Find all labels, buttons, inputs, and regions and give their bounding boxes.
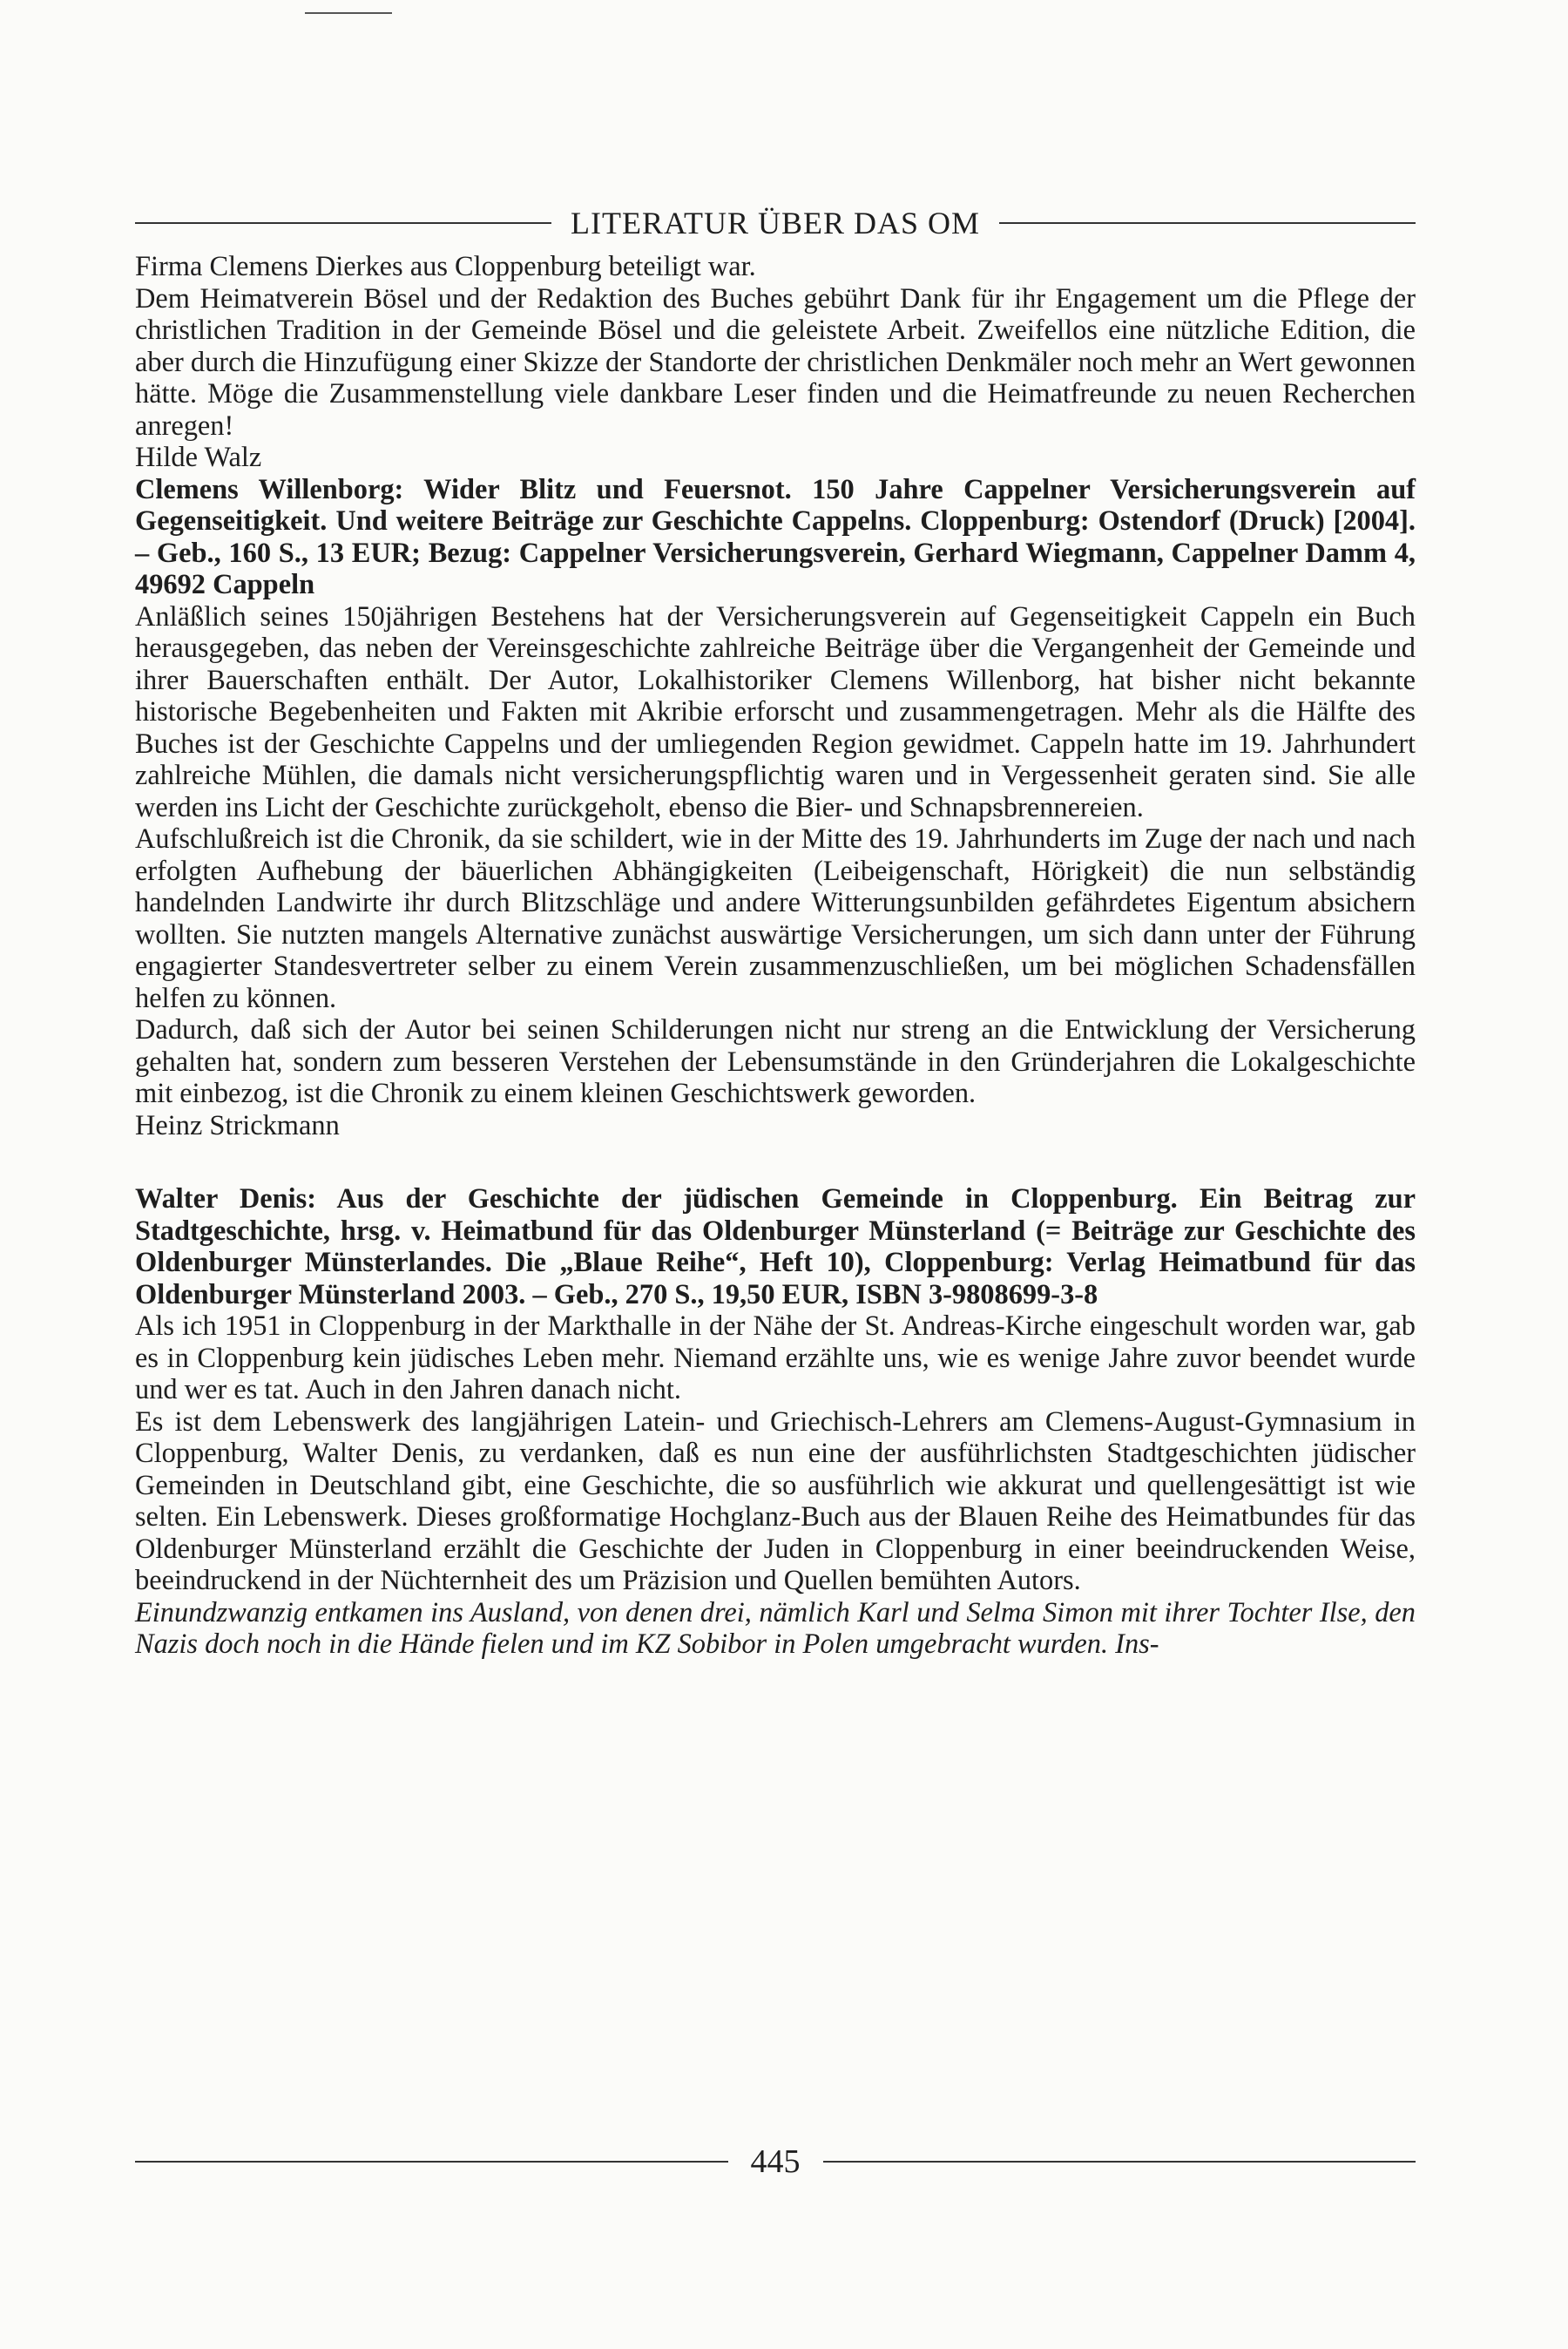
- running-header-title: LITERATUR ÜBER DAS OM: [571, 206, 981, 240]
- review-denis: [135, 1183, 1416, 1661]
- paragraph: Dadurch, daß sich der Autor bei seinen Schilderungen nicht nur streng an die Entwicklung der Versicherung gehalten hat, sondern zum besseren Verstehen der Lebensumstände in den Gründerjahren die Lokalgeschichte mit einbezog, ist die Chronik zu einem kleinen Geschichtswerk geworden.: [135, 1014, 1416, 1109]
- italic-quote: Einundzwanzig entkamen ins Ausland, von denen drei, nämlich Karl und Selma Simon mit ihrer Tochter Ilse, den Nazis doch noch in die Hände fielen und im KZ Sobibor in Polen umgebracht wurden. Ins-: [135, 1596, 1416, 1660]
- section-gap: [135, 1141, 1416, 1183]
- page-body: [135, 251, 1416, 1661]
- reviewer-signature: Heinz Strickmann: [135, 1109, 340, 1141]
- review-willenborg: [135, 474, 1416, 1142]
- paragraph: Dem Heimatverein Bösel und der Redaktion des Buches gebührt Dank für ihr Engagement um die Pflege der christlichen Tradition in der Gemeinde Bösel und die geleistete Arbeit. Zweifellos eine nützliche Edition, die aber durch die Hinzufügung einer Skizze der Standorte der christlichen Denkmäler noch mehr an Wert gewonnen hätte. Möge die Zusammenstellung viele dankbare Leser finden und die Heimatfreunde zu neuen Recherchen anregen!: [135, 282, 1416, 442]
- page-footer: [135, 2140, 1416, 2183]
- running-header: [135, 202, 1416, 244]
- page-number: 445: [750, 2143, 801, 2180]
- paragraph: Als ich 1951 in Cloppenburg in der Markthalle in der Nähe der St. Andreas-Kirche eingeschult worden war, gab es in Cloppenburg kein jüdisches Leben mehr. Niemand erzählte uns, wie es wenige Jahre zuvor beendet wurde und wer es tat. Auch in den Jahren danach nicht.: [135, 1310, 1416, 1405]
- paragraph: Firma Clemens Dierkes aus Cloppenburg beteiligt war.: [135, 251, 756, 282]
- header-rule-right: [999, 222, 1416, 224]
- header-rule-left: [135, 222, 551, 224]
- intro-review-ending: [135, 251, 1416, 474]
- top-edge-mark: [305, 12, 392, 14]
- footer-rule-left: [135, 2161, 728, 2163]
- paragraph: Anläßlich seines 150jährigen Bestehens hat der Versicherungsverein auf Gegenseitigkeit Cappeln ein Buch herausgegeben, das neben der Vereinsgeschichte zahlreiche Beiträge über die Vergangenheit der Gemeinde und ihrer Bauerschaften enthält. Der Autor, Lokalhistoriker Clemens Willenborg, hat bisher nicht bekannte historische Begebenheiten und Fakten mit Akribie erforscht und zusammengetragen. Mehr als die Hälfte des Buches ist der Geschichte Cappelns und der umliegenden Region gewidmet. Cappeln hatte im 19. Jahrhundert zahlreiche Mühlen, die damals nicht versicherungspflichtig waren und in Vergessenheit geraten sind. Sie alle werden ins Licht der Geschichte zurückgeholt, ebenso die Bier- und Schnapsbrennereien.: [135, 600, 1416, 823]
- review-heading: Clemens Willenborg: Wider Blitz und Feuersnot. 150 Jahre Cappelner Versicherungsverein auf Gegenseitigkeit. Und weitere Beiträge zur Geschichte Cappelns. Cloppenburg: Ostendorf (Druck) [2004]. – Geb., 160 S., 13 EUR; Bezug: Cappelner Versicherungsverein, Gerhard Wiegmann, Cappelner Damm 4, 49692 Cappeln: [135, 473, 1416, 600]
- reviewer-signature: Hilde Walz: [135, 442, 262, 473]
- footer-rule-right: [823, 2161, 1416, 2163]
- review-heading: Walter Denis: Aus der Geschichte der jüdischen Gemeinde in Cloppenburg. Ein Beitrag zur Stadtgeschichte, hrsg. v. Heimatbund für das Oldenburger Münsterland (= Beiträge zur Geschichte des Oldenburger Münsterlandes. Die „Blaue Reihe“, Heft 10), Cloppenburg: Verlag Heimatbund für das Oldenburger Münsterland 2003. – Geb., 270 S., 19,50 EUR, ISBN 3-9808699-3-8: [135, 1183, 1416, 1310]
- paragraph: Aufschlußreich ist die Chronik, da sie schildert, wie in der Mitte des 19. Jahrhunderts im Zuge der nach und nach erfolgten Aufhebung der bäuerlichen Abhängigkeiten (Leibeigenschaft, Hörigkeit) die nun selbständig handelnden Landwirte ihr durch Blitzschläge und andere Witterungsunbilden gefährdetes Eigentum absichern wollten. Sie nutzten mangels Alternative zunächst auswärtige Versicherungen, um sich dann unter der Führung engagierter Standesvertreter selber zu einem Verein zusammenzuschließen, um bei möglichen Schadensfällen helfen zu können.: [135, 823, 1416, 1014]
- paragraph: Es ist dem Lebenswerk des langjährigen Latein- und Griechisch-Lehrers am Clemens-August-Gymnasium in Cloppenburg, Walter Denis, zu verdanken, daß es nun eine der ausführlichsten Stadtgeschichten jüdischer Gemeinden in Deutschland gibt, eine Geschichte, die so ausführlich wie akkurat und quellengesättigt ist wie selten. Ein Lebenswerk. Dieses großformatige Hochglanz-Buch aus der Blauen Reihe des Heimatbundes für das Oldenburger Münsterland erzählt die Geschichte der Juden in Cloppenburg in einer beeindruckenden Weise, beeindruckend in der Nüchternheit des um Präzision und Quellen bemühten Autors.: [135, 1405, 1416, 1596]
